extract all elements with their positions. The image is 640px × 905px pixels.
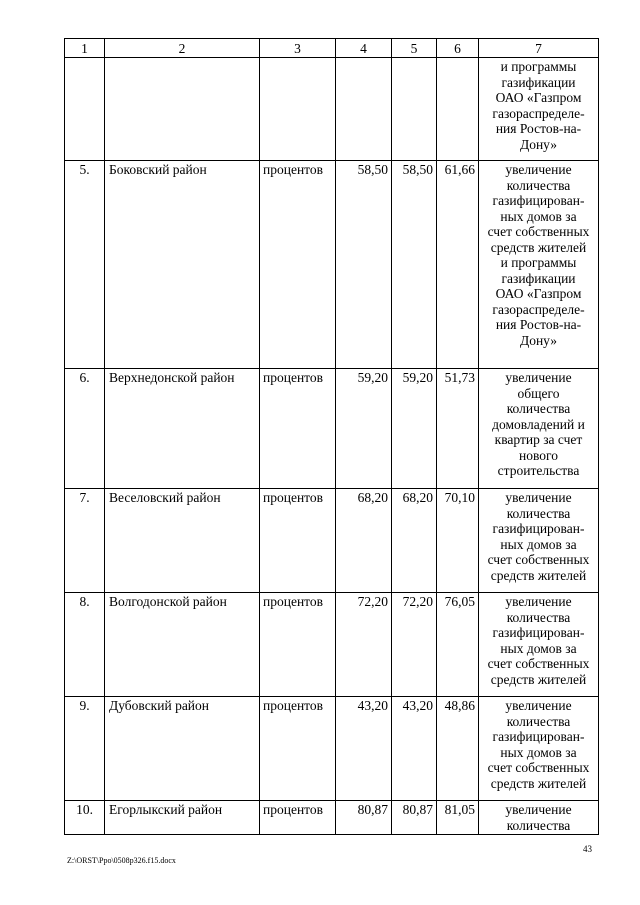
description-line: счет собственных [487, 760, 590, 775]
row-number: 5. [65, 161, 105, 369]
description-line: газификации [501, 270, 576, 286]
description-line: увеличение [505, 802, 572, 817]
value-col4: 80,87 [336, 801, 392, 835]
value-col5: 68,20 [392, 489, 437, 593]
indicator-table [64, 38, 599, 835]
description [479, 593, 599, 697]
value-col4: 58,50 [336, 161, 392, 369]
description-line: газификации [501, 74, 576, 90]
value-col6: 48,86 [437, 697, 479, 801]
description-line: Дону» [519, 136, 558, 152]
column-header: 3 [260, 39, 336, 58]
description-line: и программы [500, 59, 577, 74]
unit: процентов [260, 801, 336, 835]
description-line: ных домов за [500, 744, 577, 760]
district-name: Дубовский район [105, 697, 260, 801]
column-header: 4 [336, 39, 392, 58]
description [479, 801, 599, 835]
district-name: Веселовский район [105, 489, 260, 593]
district-name: Боковский район [105, 161, 260, 369]
description [479, 369, 599, 489]
description [479, 58, 599, 161]
description-line: газифицирован- [492, 625, 585, 640]
unit: процентов [260, 593, 336, 697]
description-line: газораспределе- [492, 301, 585, 317]
file-path: Z:\ORST\Ppo\0508p326.f15.docx [67, 856, 176, 865]
description-line: счет собственных [487, 224, 590, 239]
table-row [65, 593, 599, 697]
district-name: Верхнедонской район [105, 369, 260, 489]
table-row [65, 801, 599, 835]
table-row [65, 697, 599, 801]
value-col4: 43,20 [336, 697, 392, 801]
value-col5: 43,20 [392, 697, 437, 801]
description-line: счет собственных [487, 656, 590, 671]
description-line: ния Ростов-на- [495, 317, 582, 332]
value-col5: 72,20 [392, 593, 437, 697]
table-header-row [65, 39, 599, 58]
column-header: 1 [65, 39, 105, 58]
value-col5: 59,20 [392, 369, 437, 489]
district-name: Волгодонской район [105, 593, 260, 697]
description-line: ных домов за [500, 536, 577, 552]
unit: процентов [260, 697, 336, 801]
row-number: 7. [65, 489, 105, 593]
district-name [105, 58, 260, 161]
value-col6: 81,05 [437, 801, 479, 835]
description-line: счет собственных [487, 552, 590, 567]
description-line: строительства [497, 463, 580, 478]
row-number: 10. [65, 801, 105, 835]
row-number: 6. [65, 369, 105, 489]
column-header: 5 [392, 39, 437, 58]
column-header: 7 [479, 39, 599, 58]
description-line: средств жителей [490, 567, 587, 583]
description [479, 697, 599, 801]
column-header: 6 [437, 39, 479, 58]
description-line: нового [519, 447, 558, 463]
value-col6 [437, 58, 479, 161]
description-line: средств жителей [490, 239, 587, 255]
description-line: газораспределе- [492, 105, 585, 121]
description-line: ных домов за [500, 208, 577, 224]
description-line: увеличение [505, 370, 572, 385]
unit: процентов [260, 369, 336, 489]
district-name: Егорлыкский район [105, 801, 260, 835]
description-line: количества [506, 177, 571, 193]
description-line: общего [517, 385, 560, 401]
description-line: ния Ростов-на- [495, 121, 582, 136]
value-col6: 70,10 [437, 489, 479, 593]
description-line: увеличение [505, 698, 572, 713]
description-line: Дону» [519, 332, 558, 348]
value-col5 [392, 58, 437, 161]
row-number [65, 58, 105, 161]
description-line: увеличение [505, 162, 572, 177]
description [479, 489, 599, 593]
description-line: домовладений и [492, 416, 585, 432]
value-col6: 51,73 [437, 369, 479, 489]
row-number: 8. [65, 593, 105, 697]
table-row [65, 161, 599, 369]
value-col4 [336, 58, 392, 161]
description-line: квартир за счет [494, 432, 583, 447]
description-line: количества [506, 401, 571, 416]
value-col6: 61,66 [437, 161, 479, 369]
unit: процентов [260, 489, 336, 593]
page-number: 43 [583, 844, 592, 854]
description-line: ных домов за [500, 640, 577, 656]
table-row [65, 369, 599, 489]
description-line: средств жителей [490, 775, 587, 791]
value-col5: 58,50 [392, 161, 437, 369]
description-line: ОАО «Газпром [495, 90, 582, 105]
value-col6: 76,05 [437, 593, 479, 697]
unit [260, 58, 336, 161]
unit: процентов [260, 161, 336, 369]
value-col4: 59,20 [336, 369, 392, 489]
table-row [65, 58, 599, 161]
description [479, 161, 599, 369]
row-number: 9. [65, 697, 105, 801]
description-line: газифицирован- [492, 729, 585, 744]
description-line: увеличение [505, 490, 572, 505]
description-line: количества [506, 609, 571, 625]
description-line: газифицирован- [492, 193, 585, 208]
column-header: 2 [105, 39, 260, 58]
value-col4: 68,20 [336, 489, 392, 593]
description-line: количества [506, 713, 571, 729]
description-line: увеличение [505, 594, 572, 609]
description-line: средств жителей [490, 671, 587, 687]
description-line: газифицирован- [492, 521, 585, 536]
value-col5: 80,87 [392, 801, 437, 835]
value-col4: 72,20 [336, 593, 392, 697]
description-line: ОАО «Газпром [495, 286, 582, 301]
description-line: количества [506, 505, 571, 521]
description-line: и программы [500, 255, 577, 270]
description-line: количества [506, 817, 571, 833]
table-row [65, 489, 599, 593]
